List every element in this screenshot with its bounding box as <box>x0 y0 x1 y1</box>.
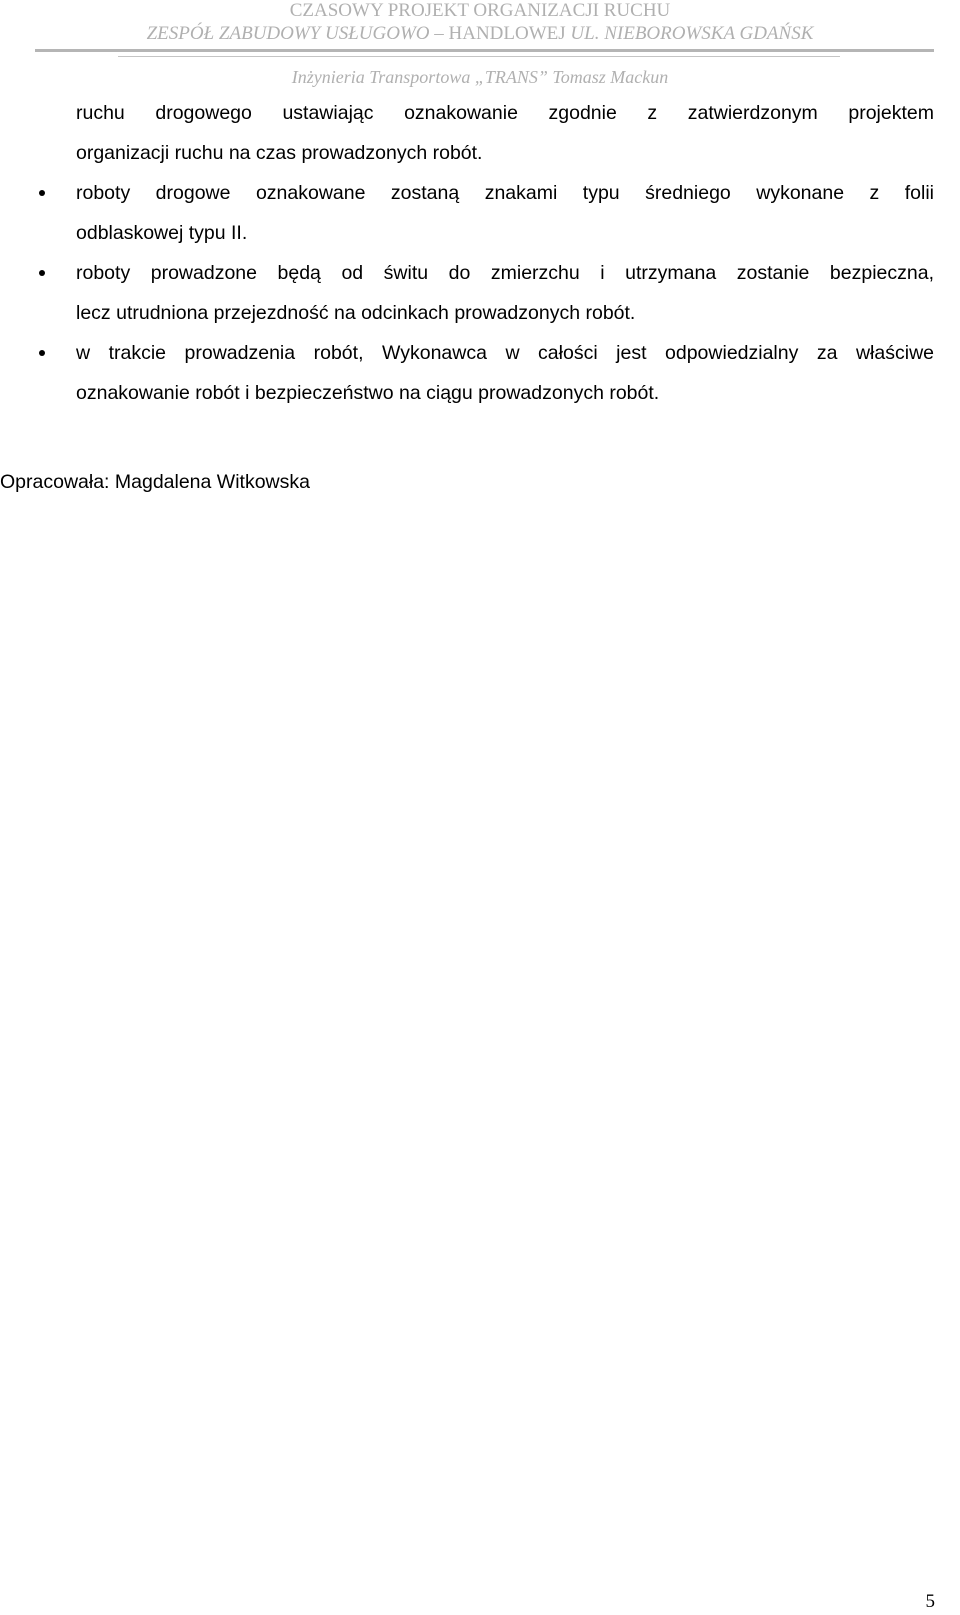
page-number: 5 <box>925 1591 935 1612</box>
bullet-icon <box>39 270 45 276</box>
header-company: Inżynieria Transportowa „TRANS” Tomasz Mackun <box>291 67 669 87</box>
list-item-line: lecz utrudniona przejezdność na odcinkach prowadzonych robót. <box>76 302 636 324</box>
bullet-icon <box>39 350 45 356</box>
header-subtitle-part-a: ZESPÓŁ ZABUDOWY USŁUGOWO – <box>146 23 449 44</box>
paragraph-line: organizacji ruchu na czas prowadzonych robót. <box>76 142 483 164</box>
list-item-line: oznakowanie robót i bezpieczeństwo na ciągu prowadzonych robót. <box>76 382 660 404</box>
list-item-line: w trakcie prowadzenia robót, Wykonawca w całości jest odpowiedzialny za właściwe <box>76 342 934 364</box>
list-item-line: odblaskowej typu II. <box>76 222 248 244</box>
list-item-line: roboty prowadzone będą od świtu do zmierzchu i utrzymana zostanie bezpieczna, <box>76 262 934 284</box>
list-item-line: roboty drogowe oznakowane zostaną znakami typu średniego wykonane z folii <box>76 182 934 204</box>
header-rule-thick <box>35 49 934 52</box>
bullet-icon <box>39 190 45 196</box>
header-title: CZASOWY PROJEKT ORGANIZACJI RUCHU <box>289 0 671 21</box>
header-subtitle-part-b: HANDLOWEJ <box>448 23 566 44</box>
author-signature-line: Opracowała: Magdalena Witkowska <box>0 471 310 493</box>
header-rule-thin <box>118 56 840 57</box>
header-subtitle-part-c: UL. NIEBOROWSKA GDAŃSK <box>565 23 814 44</box>
paragraph-line: ruchu drogowego ustawiając oznakowanie zgodnie z zatwierdzonym projektem <box>76 102 934 124</box>
header-subtitle <box>0 22 960 46</box>
